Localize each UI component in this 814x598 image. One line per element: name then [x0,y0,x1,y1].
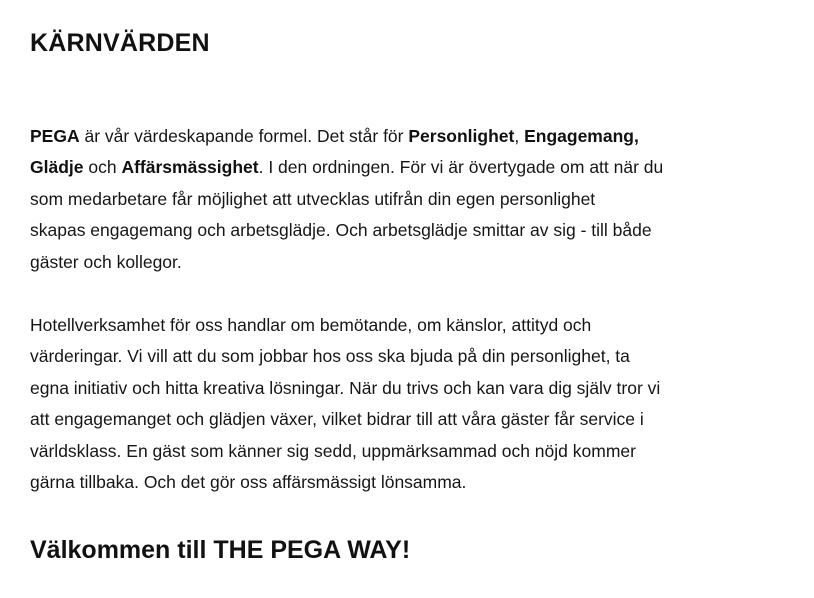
pega-term: PEGA [30,126,80,146]
hospitality-line-2: värderingar. Vi vill att du som jobbar hos oss ska bjuda på din personlighet, ta [30,346,630,367]
hospitality-line-5: världsklass. En gäst som känner sig sedd, uppmärksammad och nöjd kommer [30,440,636,461]
affarsmassighet-term: Affärsmässighet [121,157,259,178]
hospitality-line-3: egna initiativ och hitta kreativa lösningar. När du trivs och kan vara dig själv tror vi [30,377,661,398]
text-run: och [83,157,122,178]
intro-line-5: gäster och kollegor. [30,251,182,272]
welcome-heading: Välkommen till THE PEGA WAY! [30,536,411,564]
intro-line-2 [30,152,790,183]
page-title: KÄRNVÄRDEN [30,29,210,57]
intro-line-4: skapas engagemang och arbetsglädje. Och arbetsglädje smittar av sig - till både [30,220,652,241]
gladje-term: Glädje [30,157,84,178]
text-run: , [514,126,525,146]
personlighet-term: Personlighet [408,126,515,146]
intro-line-1 [30,121,790,152]
intro-line-3: som medarbetare får möjlighet att utvecklas utifrån din egen personlighet [30,188,596,209]
text-run: . I den ordningen. För vi är övertygade om att när du [258,157,664,178]
hospitality-paragraph [30,310,790,498]
hospitality-line-6: gärna tillbaka. Och det gör oss affärsmässigt lönsamma. [30,472,467,493]
text-run: är vår värdeskapande formel. Det står för [79,126,409,146]
intro-paragraph [30,121,790,278]
engagemang-term: Engagemang, [524,126,639,146]
hospitality-line-1: Hotellverksamhet för oss handlar om bemötande, om känslor, attityd och [30,315,592,335]
hospitality-line-4: att engagemanget och glädjen växer, vilket bidrar till att våra gäster får service i [30,409,644,430]
